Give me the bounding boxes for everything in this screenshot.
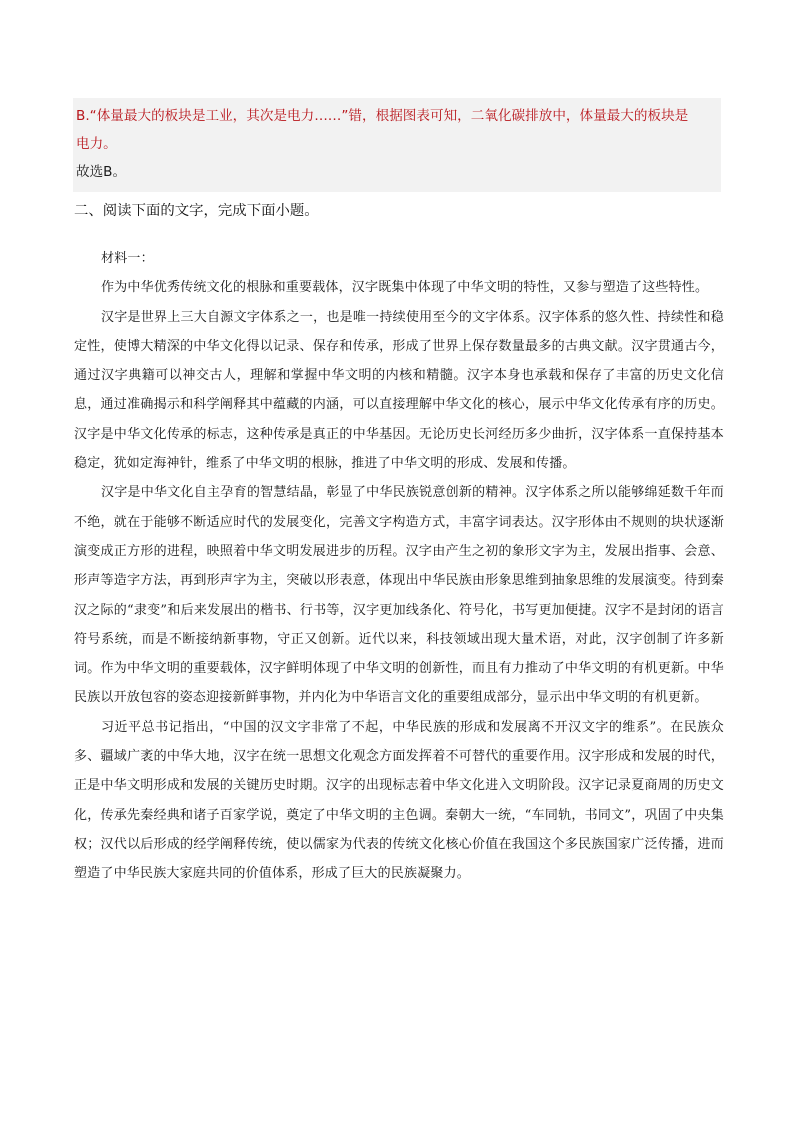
answer-explanation-line-2: 电力。	[76, 136, 117, 152]
answer-explanation-box	[73, 98, 721, 192]
article-paragraph-2: 汉字是世界上三大自源文字体系之一，也是唯一持续使用至今的文字体系。汉字体系的悠久性、持续性和稳定性，使博大精深的中华文化得以记录、保存和传承，形成了世界上保存数量最多的古典文献。汉字贯通古今，通过汉字典籍可以神交古人，理解和掌握中华文明的内核和精髓。汉字本身也承载和保存了丰富的历史文化信息，通过准确揭示和科学阐释其中蕴藏的内涵，可以直接理解中华文化的核心，展示中华文化传承有序的历史。汉字是中华文化传承的标志，这种传承是真正的中华基因。无论历史长河经历多少曲折，汉字体系一直保持基本稳定，犹如定海神针，维系了中华文明的根脉，推进了中华文明的形成、发展和传播。	[74, 309, 724, 472]
article-paragraph-4: 习近平总书记指出，“中国的汉文字非常了不起，中华民族的形成和发展离不开汉文字的维系”。在民族众多、疆域广袤的中华大地，汉字在统一思想文化观念方面发挥着不可替代的重要作用。汉字形成和发展的时代，正是中华文明形成和发展的关键历史时期。汉字的出现标志着中华文化进入文明阶段。汉字记录夏商周的历史文化，传承先秦经典和诸子百家学说，奠定了中华文明的主色调。秦朝大一统，“车同轨，书同文”，巩固了中央集权；汉代以后形成的经学阐释传统，使以儒家为代表的传统文化核心价值在我国这个多民族国家广泛传播，进而塑造了中华民族大家庭共同的价值体系，形成了巨大的民族凝聚力。	[74, 719, 724, 882]
answer-explanation-line-1: B.“体量最大的板块是工业，其次是电力……”错，根据图表可知，二氧化碳排放中，体量最大的板块是	[76, 108, 689, 124]
reading-material	[74, 244, 724, 889]
answer-conclusion: 故选B。	[76, 164, 127, 180]
article-paragraph-1: 作为中华优秀传统文化的根脉和重要载体，汉字既集中体现了中华文明的特性，又参与塑造了这些特性。	[101, 280, 709, 296]
section-heading: 二、阅读下面的文字，完成下面小题。	[74, 203, 319, 219]
material-label: 材料一：	[101, 251, 154, 266]
article-paragraph-3: 汉字是中华文化自主孕育的智慧结晶，彰显了中华民族锐意创新的精神。汉字体系之所以能够绵延数千年而不绝，就在于能够不断适应时代的发展变化，完善文字构造方式，丰富字词表达。汉字形体由不规则的块状逐渐演变成正方形的进程，映照着中华文明发展进步的历程。汉字由产生之初的象形文字为主，发展出指事、会意、形声等造字方法，再到形声字为主，突破以形表意，体现出中华民族由形象思维到抽象思维的发展演变。待到秦汉之际的“隶变”和后来发展出的楷书、行书等，汉字更加线条化、符号化，书写更加便捷。汉字不是封闭的语言符号系统，而是不断接纳新事物，守正又创新。近代以来，科技领域出现大量术语，对此，汉字创制了许多新词。作为中华文明的重要载体，汉字鲜明体现了中华文明的创新性，而且有力推动了中华文明的有机更新。中华民族以开放包容的姿态迎接新鲜事物，并内化为中华语言文化的重要组成部分，显示出中华文明的有机更新。	[74, 485, 724, 706]
